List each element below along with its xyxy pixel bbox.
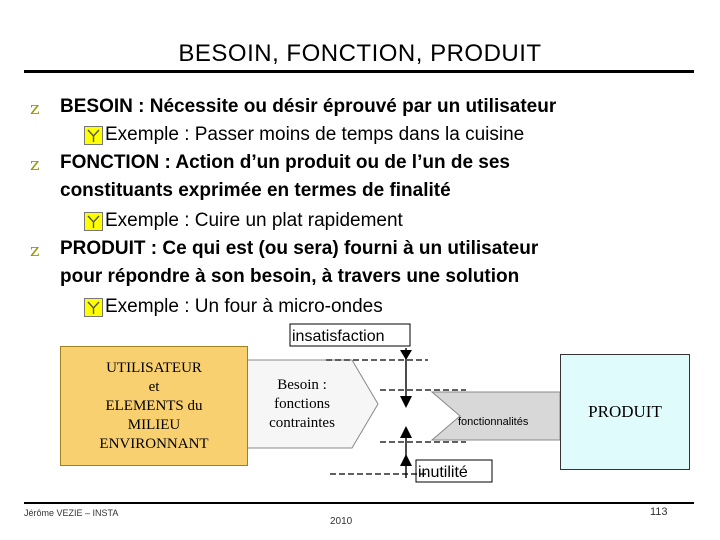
user-box-line: et [148,378,160,395]
title-underline [24,70,694,73]
user-box-line: MILIEU [127,416,181,433]
bullet-marker: z [30,240,40,261]
bullet-produit-line-2: pour répondre à son besoin, à travers une solution [60,266,520,287]
example-produit [84,296,383,318]
insatisfaction-arrow-head [400,350,412,360]
bullet-fonction-line-1: FONCTION : Action d’un produit ou de l’un de ses [60,152,510,173]
example-bullet-icon [84,126,103,145]
inutilite-label: inutilité [418,464,468,481]
footer-year: 2010 [330,516,353,527]
footer-author: Jérôme VEZIE – INSTA [24,508,119,518]
user-environment-box [60,346,248,466]
user-box-line: UTILISATEUR [106,359,202,376]
example-besoin [84,124,524,146]
produit-box [560,354,690,470]
inutilite-arrow-head [400,426,412,438]
bullet-fonction-line-2: constituants exprimée en termes de finalité [60,180,451,201]
footer-rule [24,502,694,504]
produit-label: PRODUIT [588,402,662,421]
page-number: 113 [650,506,668,518]
bullet-besoin-line-1: BESOIN : Nécessite ou désir éprouvé par un utilisateur [60,96,557,117]
bullet-marker: z [30,98,40,119]
example-bullet-icon [84,212,103,231]
example-besoin-text: Exemple : Passer moins de temps dans la cuisine [105,124,525,145]
insatisfaction-label: insatisfaction [292,328,385,345]
besoin-line: fonctions [274,396,330,412]
bullet-marker: z [30,154,40,175]
besoin-line: Besoin : [277,377,327,393]
example-fonction-text: Exemple : Cuire un plat rapidement [105,210,403,231]
besoin-produit-diagram [0,320,720,510]
user-box-line: ELEMENTS du [105,397,203,414]
example-fonction [84,210,403,232]
page-title: BESOIN, FONCTION, PRODUIT [178,40,542,67]
inutilite-arrow-head-2 [400,454,412,466]
insatisfaction-arrow-head-2 [400,396,412,408]
fonctionnalites-label: fonctionnalités [458,416,529,428]
bullet-produit-line-1: PRODUIT : Ce qui est (ou sera) fourni à un utilisateur [60,238,539,259]
user-box-line: ENVIRONNANT [99,435,209,452]
example-produit-text: Exemple : Un four à micro-ondes [105,296,383,317]
example-bullet-icon [84,298,103,317]
besoin-label [256,376,348,433]
besoin-line: contraintes [269,415,335,431]
